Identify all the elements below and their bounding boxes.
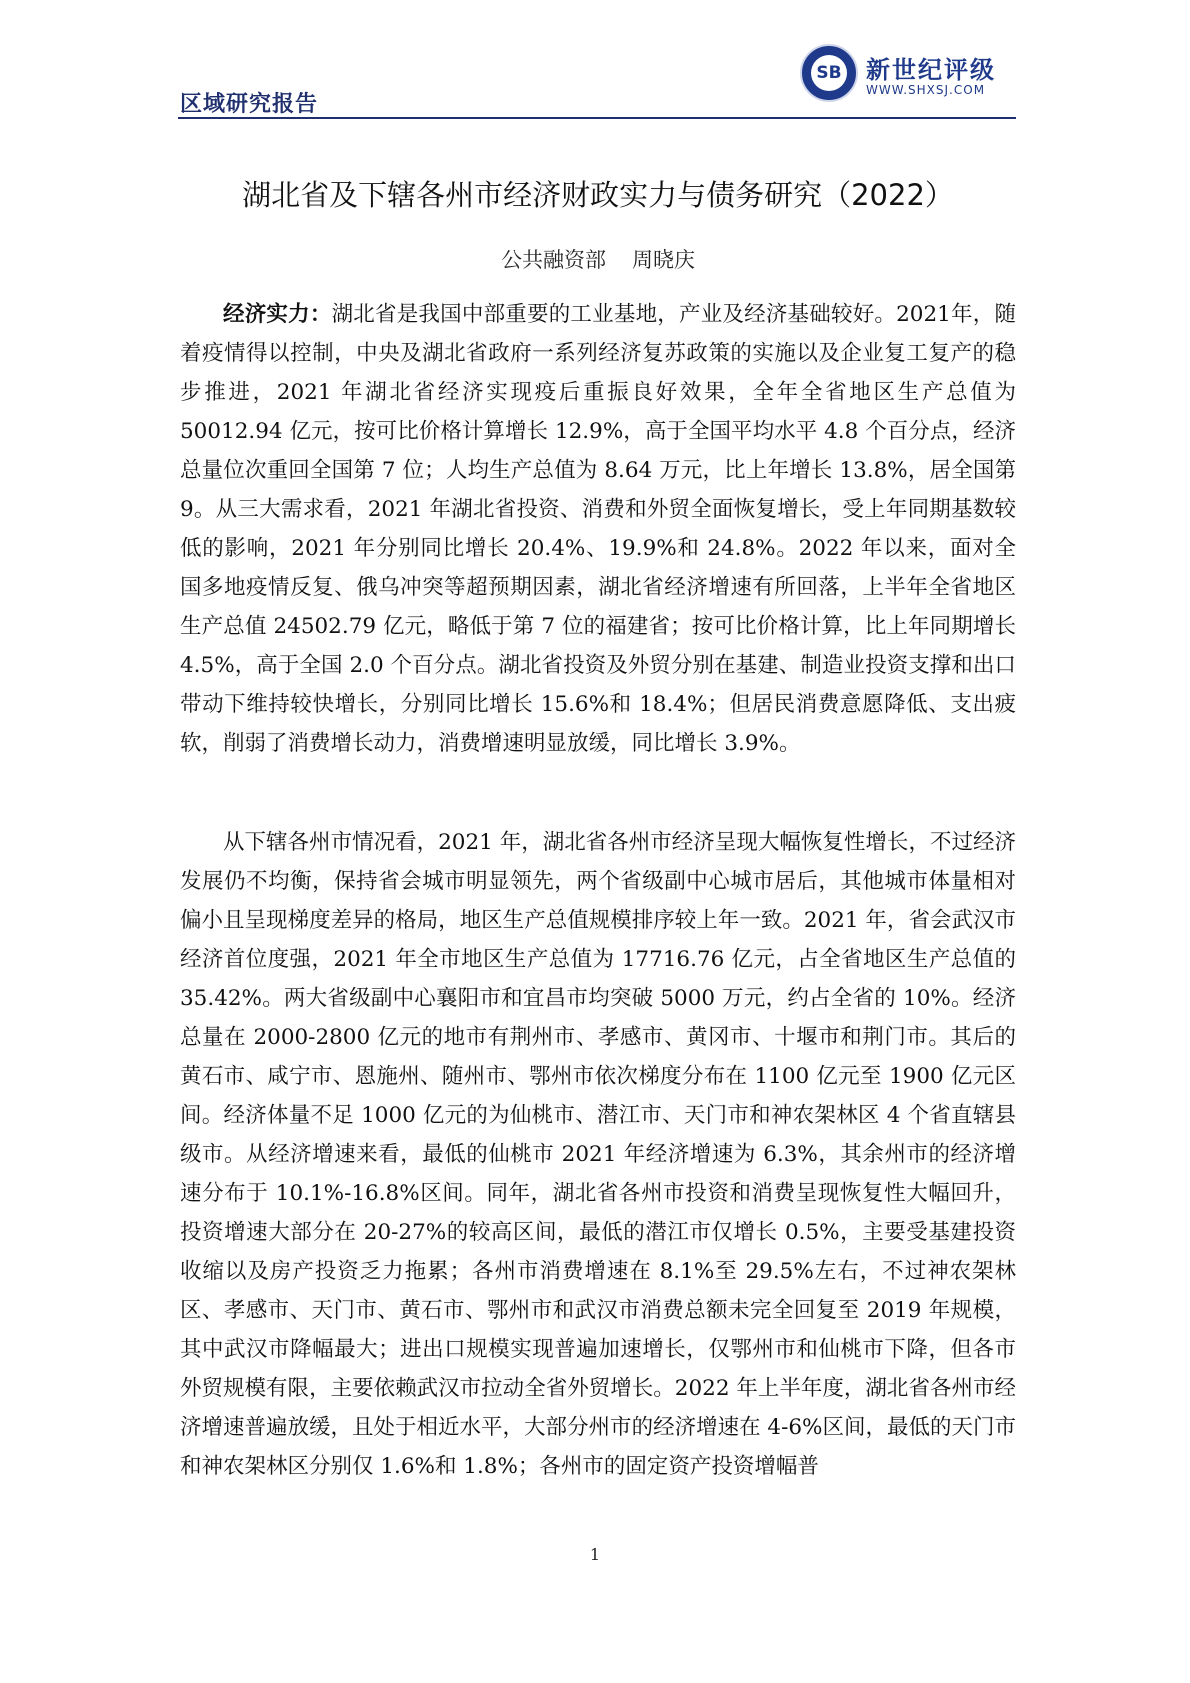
section-label: 区域研究报告 xyxy=(180,92,319,117)
logo-name: 新世纪评级 xyxy=(866,55,996,84)
department-name: 公共融资部 xyxy=(501,248,606,272)
header-rule xyxy=(178,117,1016,119)
logo-url: WWW.SHXSJ.COM xyxy=(866,83,986,97)
paragraph-prefecture-cities xyxy=(180,823,1016,1486)
paragraph-text: 从下辖各州市情况看，2021 年，湖北省各州市经济呈现大幅恢复性增长，不过经济发展仍不均衡，保持省会城市明显领先，两个省级副中心城市居后，其他城市体量相对偏小且呈现梯度差异的格局，地区生产总值规模排序较上年一致。2021 年，省会武汉市经济首位度强，2021 年全市地区生产总值为 17716.76 亿元，占全省地区生产总值的 35.42%。两大省级副中心襄阳市和宜昌市均突破 5000 万元，约占全省的 10%。经济总量在 2000-2800 亿元的地市有荆州市、孝感市、黄冈市、十堰市和荆门市。其后的黄石市、咸宁市、恩施州、随州市、鄂州市依次梯度分布在 1100 亿元至 1900 亿元区间。经济体量不足 1000 亿元的为仙桃市、潜江市、天门市和神农架林区 4 个省直辖县级市。从经济增速来看，最低的仙桃市 2021 年经济增速为 6.3%，其余州市的经济增速分布于 10.1%-16.8%区间。同年，湖北省各州市投资和消费呈现恢复性大幅回升，投资增速大部分在 20-27%的较高区间，最低的潜江市仅增长 0.5%，主要受基建投资收缩以及房产投资乏力拖累；各州市消费增速在 8.1%至 29.5%左右，不过神农架林区、孝感市、天门市、黄石市、鄂州市和武汉市消费总额未完全回复至 2019 年规模，其中武汉市降幅最大；进出口规模实现普遍加速增长，仅鄂州市和仙桃市下降，但各市外贸规模有限，主要依赖武汉市拉动全省外贸增长。2022 年上半年度，湖北省各州市经济增速普遍放缓，且处于相近水平，大部分州市的经济增速在 4-6%区间，最低的天门市和神农架林区分别仅 1.6%和 1.8%；各州市的固定资产投资增幅普 xyxy=(180,830,1016,1479)
document-title: 湖北省及下辖各州市经济财政实力与债务研究（2022） xyxy=(242,178,954,212)
company-logo xyxy=(800,44,1020,114)
author-name: 周晓庆 xyxy=(632,248,695,272)
logo-seal-text: SB xyxy=(811,55,847,91)
logo-seal xyxy=(800,44,858,102)
paragraph-text: 湖北省是我国中部重要的工业基地，产业及经济基础较好。2021年，随着疫情得以控制，中央及湖北省政府一系列经济复苏政策的实施以及企业复工复产的稳步推进，2021 年湖北省经济实现疫后重振良好效果，全年全省地区生产总值为 50012.94 亿元，按可比价格计算增长 12.9%，高于全国平均水平 4.8 个百分点，经济总量位次重回全国第 7 位；人均生产总值为 8.64 万元，比上年增长 13.8%，居全国第 9。从三大需求看，2021 年湖北省投资、消费和外贸全面恢复增长，受上年同期基数较低的影响，2021 年分别同比增长 20.4%、19.9%和 24.8%。2022 年以来，面对全国多地疫情反复、俄乌冲突等超预期因素，湖北省经济增速有所回落，上半年全省地区生产总值 24502.79 亿元，略低于第 7 位的福建省；按可比价格计算，比上年同期增长 4.5%，高于全国 2.0 个百分点。湖北省投资及外贸分别在基建、制造业投资支撑和出口带动下维持较快增长，分别同比增长 15.6%和 18.4%；但居民消费意愿降低、支出疲软，削弱了消费增长动力，消费增速明显放缓，同比增长 3.9%。 xyxy=(180,302,1016,756)
paragraph-lead: 经济实力： xyxy=(223,302,332,327)
paragraph-economic-strength xyxy=(180,295,1016,763)
page-number: 1 xyxy=(589,1545,601,1564)
byline xyxy=(178,244,1018,274)
